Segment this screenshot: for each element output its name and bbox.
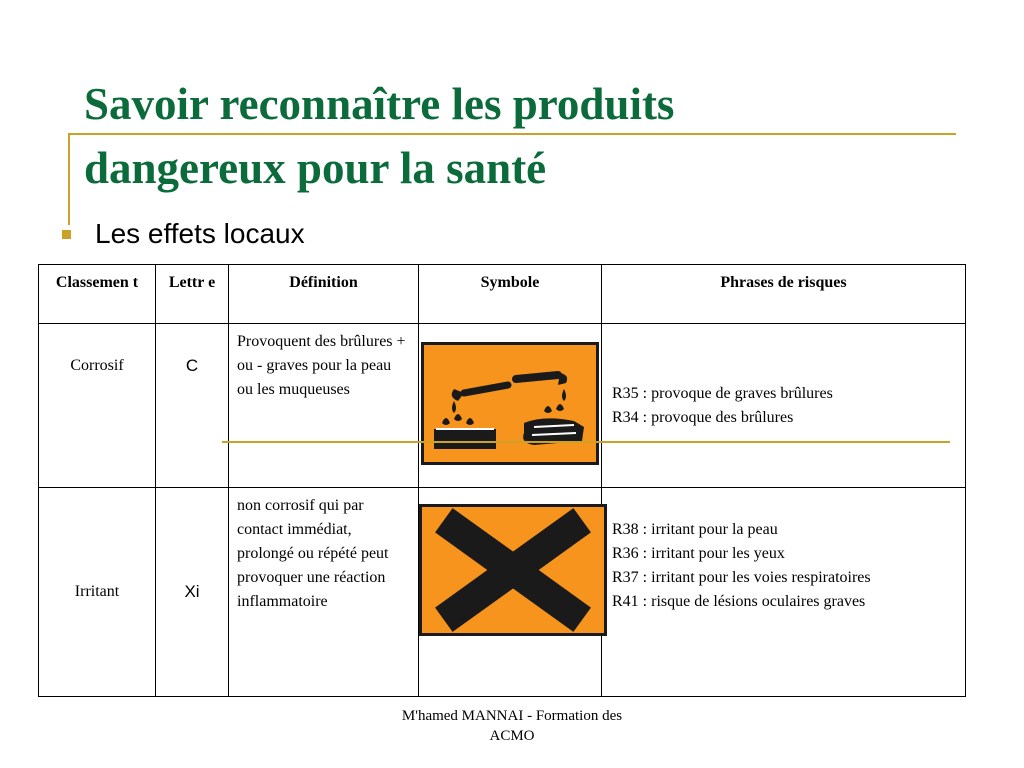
risk-phrase: R41 : risque de lésions oculaires graves xyxy=(612,593,866,610)
header-definition: Définition xyxy=(229,265,419,324)
cell-phrases xyxy=(602,488,966,697)
bullet-text: Les effets locaux xyxy=(95,218,305,249)
risk-phrase: R34 : provoque des brûlures xyxy=(612,408,794,426)
cell-definition: non corrosif qui par contact immédiat, prolongé ou répété peut provoquer une réaction inflammatoire xyxy=(229,488,419,697)
risk-phrase: R38 : irritant pour la peau xyxy=(612,521,778,538)
square-bullet-icon xyxy=(62,230,71,239)
slide-title xyxy=(84,72,984,200)
footer-line-1: M'hamed MANNAI - Formation des xyxy=(401,708,623,724)
header-classement: Classemen t xyxy=(39,265,156,324)
cell-lettre: Xi xyxy=(156,488,229,697)
cell-symbole xyxy=(419,488,602,697)
cell-classement: Irritant xyxy=(39,488,156,697)
table-row xyxy=(39,324,966,488)
table-row xyxy=(39,488,966,697)
row-divider-line xyxy=(222,441,950,443)
header-symbole: Symbole xyxy=(419,265,602,324)
slide-title-line-2: dangereux pour la santé xyxy=(84,143,547,193)
slide-footer xyxy=(370,706,654,746)
footer-line-2: ACMO xyxy=(489,728,535,744)
bullet-item xyxy=(62,218,305,250)
table-header-row xyxy=(39,265,966,324)
slide-title-line-1: Savoir reconnaître les produits xyxy=(84,79,675,129)
hazard-table xyxy=(38,264,966,697)
risk-phrase: R35 : provoque de graves brûlures xyxy=(612,384,833,402)
cell-symbole xyxy=(419,324,602,488)
title-rule-vertical xyxy=(68,133,70,225)
cell-lettre: C xyxy=(156,324,229,488)
risk-phrase: R37 : irritant pour les voies respiratoires xyxy=(612,569,871,586)
corrosive-hazard-icon xyxy=(421,342,599,465)
irritant-cross-icon xyxy=(419,504,607,636)
cell-definition: Provoquent des brûlures + ou - graves pour la peau ou les muqueuses xyxy=(229,324,419,488)
header-lettre: Lettr e xyxy=(156,265,229,324)
cell-classement: Corrosif xyxy=(39,324,156,488)
risk-phrase: R36 : irritant pour les yeux xyxy=(612,545,785,562)
cell-phrases xyxy=(602,324,966,488)
header-phrases: Phrases de risques xyxy=(602,265,966,324)
title-rule-horizontal xyxy=(68,133,956,135)
